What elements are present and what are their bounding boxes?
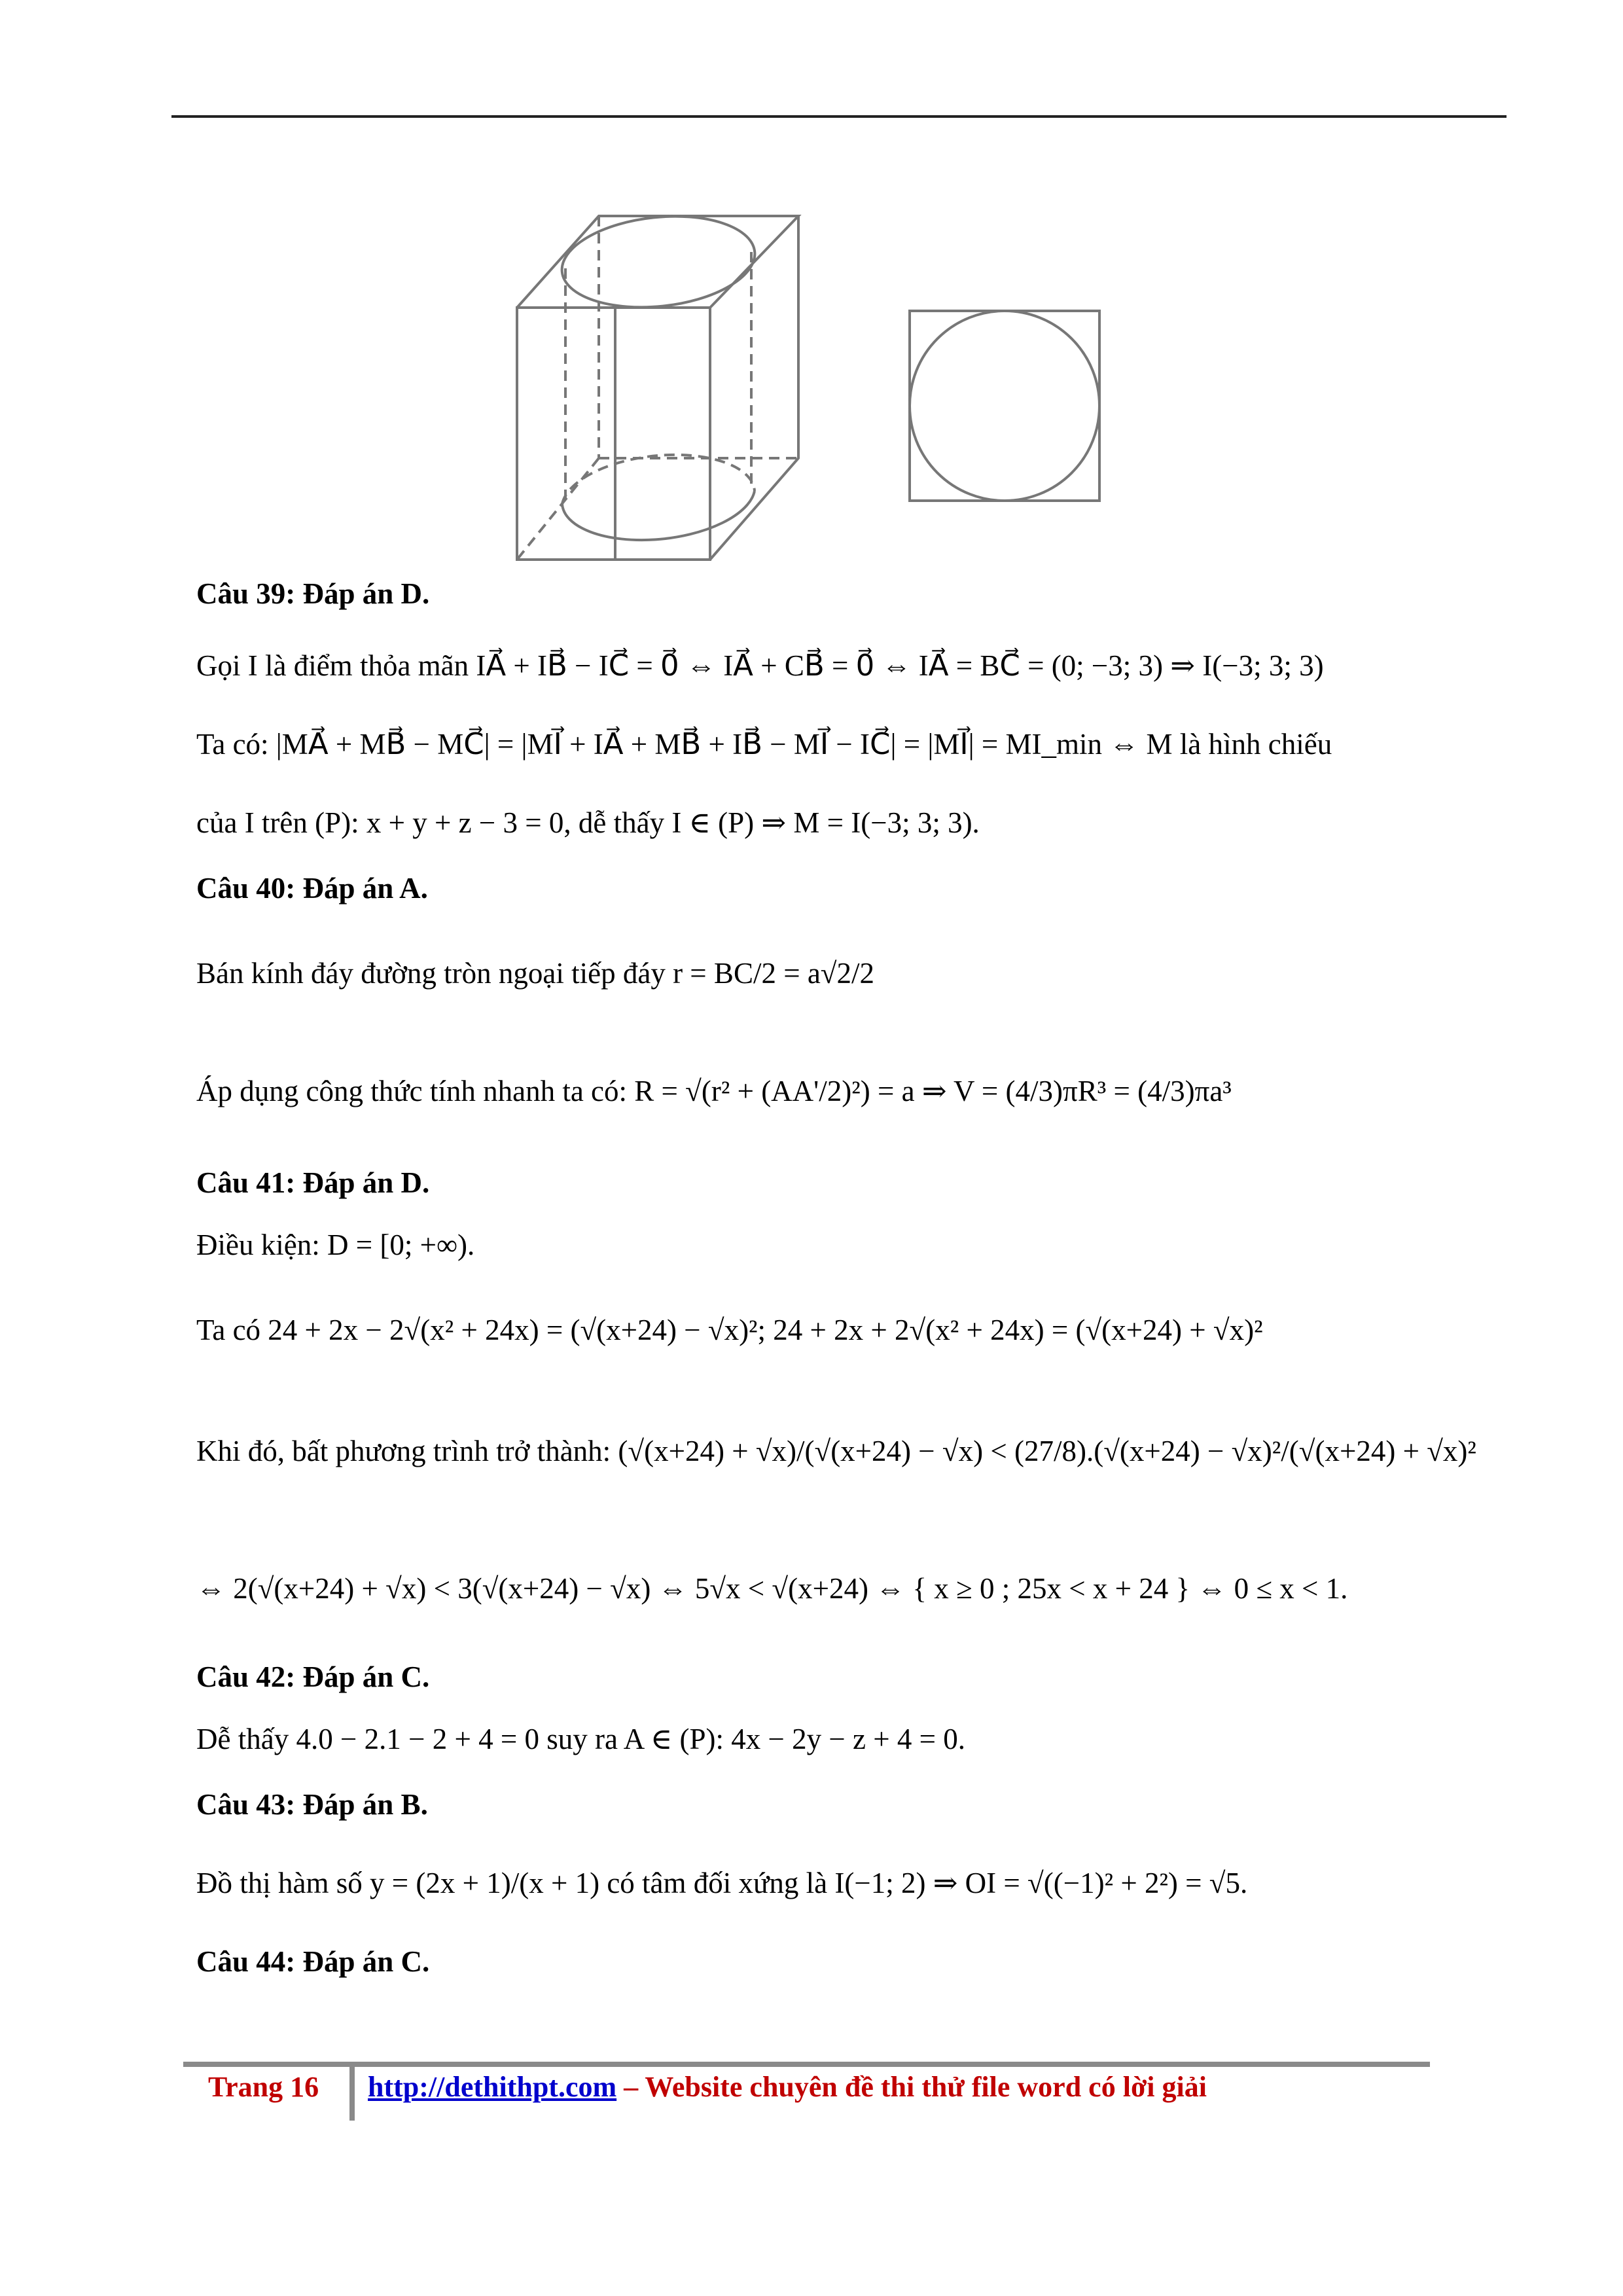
top-view-drawing bbox=[910, 311, 1099, 501]
cylinder-bottom-front-arc bbox=[562, 491, 755, 540]
q39-line3: của I trên (P): x + y + z − 3 = 0, dễ thấy I ∈ (P) ⇒ M = I(−3; 3; 3). bbox=[196, 806, 980, 839]
q40-line1: Bán kính đáy đường tròn ngoại tiếp đáy r = BC/2 = a√2/2 bbox=[196, 957, 875, 990]
header-rule bbox=[171, 115, 1507, 118]
q44-title: Câu 44: Đáp án C. bbox=[196, 1945, 430, 1978]
q41-line2: Ta có 24 + 2x − 2√(x² + 24x) = (√(x+24) − √x)²; 24 + 2x + 2√(x² + 24x) = (√(x+24) + √x)² bbox=[196, 1314, 1263, 1346]
q39-line1: Gọi I là điểm thỏa mãn IA⃗ + IB⃗ − IC⃗ = 0⃗ ⇔ IA⃗ + CB⃗ = 0⃗ ⇔ IA⃗ = BC⃗ = (0; −3; 3) ⇒ I(−3; 3; 3) bbox=[196, 649, 1324, 682]
footer-tagline: – Website chuyên đề thi thử file word có lời giải bbox=[616, 2071, 1207, 2103]
q42-title: Câu 42: Đáp án C. bbox=[196, 1660, 430, 1693]
cylinder-bottom-back-arc bbox=[562, 455, 755, 504]
q40-line2: Áp dụng công thức tính nhanh ta có: R = √(r² + (AA'/2)²) = a ⇒ V = (4/3)πR³ = (4/3)πa³ bbox=[196, 1075, 1232, 1107]
q43-title: Câu 43: Đáp án B. bbox=[196, 1788, 428, 1821]
q41-line4: ⇔ 2(√(x+24) + √x) < 3(√(x+24) − √x) ⇔ 5√x < √(x+24) ⇔ { x ≥ 0 ; 25x < x + 24 } ⇔ 0 ≤ x < 1. bbox=[196, 1572, 1348, 1605]
q43-line1: Đồ thị hàm số y = (2x + 1)/(x + 1) có tâm đối xứng là I(−1; 2) ⇒ OI = √((−1)² + 2²) = √5. bbox=[196, 1867, 1248, 1899]
inscribed-circle bbox=[910, 311, 1099, 501]
q41-title: Câu 41: Đáp án D. bbox=[196, 1166, 430, 1199]
cube-right-edges bbox=[710, 216, 798, 560]
q40-title: Câu 40: Đáp án A. bbox=[196, 872, 428, 905]
geometry-figure bbox=[510, 203, 1113, 569]
q41-line1: Điều kiện: D = [0; +∞). bbox=[196, 1229, 475, 1261]
footer-page-number: Trang 16 bbox=[208, 2071, 319, 2103]
q41-line3: Khi đó, bất phương trình trở thành: (√(x+24) + √x)/(√(x+24) − √x) < (27/8).(√(x+24) − √x)²/(√(x+24) + √x)² bbox=[196, 1435, 1476, 1467]
footer-rule bbox=[183, 2062, 1430, 2067]
cube-with-cylinder-drawing bbox=[517, 207, 798, 560]
q39-title: Câu 39: Đáp án D. bbox=[196, 577, 430, 610]
footer-text bbox=[368, 2070, 1207, 2104]
footer-divider bbox=[349, 2067, 355, 2121]
q42-line1: Dễ thấy 4.0 − 2.1 − 2 + 4 = 0 suy ra A ∈ (P): 4x − 2y − z + 4 = 0. bbox=[196, 1723, 966, 1755]
cube-front-face bbox=[517, 308, 710, 560]
cylinder-top-ellipse bbox=[558, 207, 760, 316]
cube-top-edges bbox=[517, 216, 798, 308]
q39-line2: Ta có: |MA⃗ + MB⃗ − MC⃗| = |MI⃗ + IA⃗ + MB⃗ + IB⃗ − MI⃗ − IC⃗| = |MI⃗| = MI_min ⇔ M là hình chiếu bbox=[196, 728, 1332, 761]
footer-link[interactable]: http://dethithpt.com bbox=[368, 2071, 617, 2103]
